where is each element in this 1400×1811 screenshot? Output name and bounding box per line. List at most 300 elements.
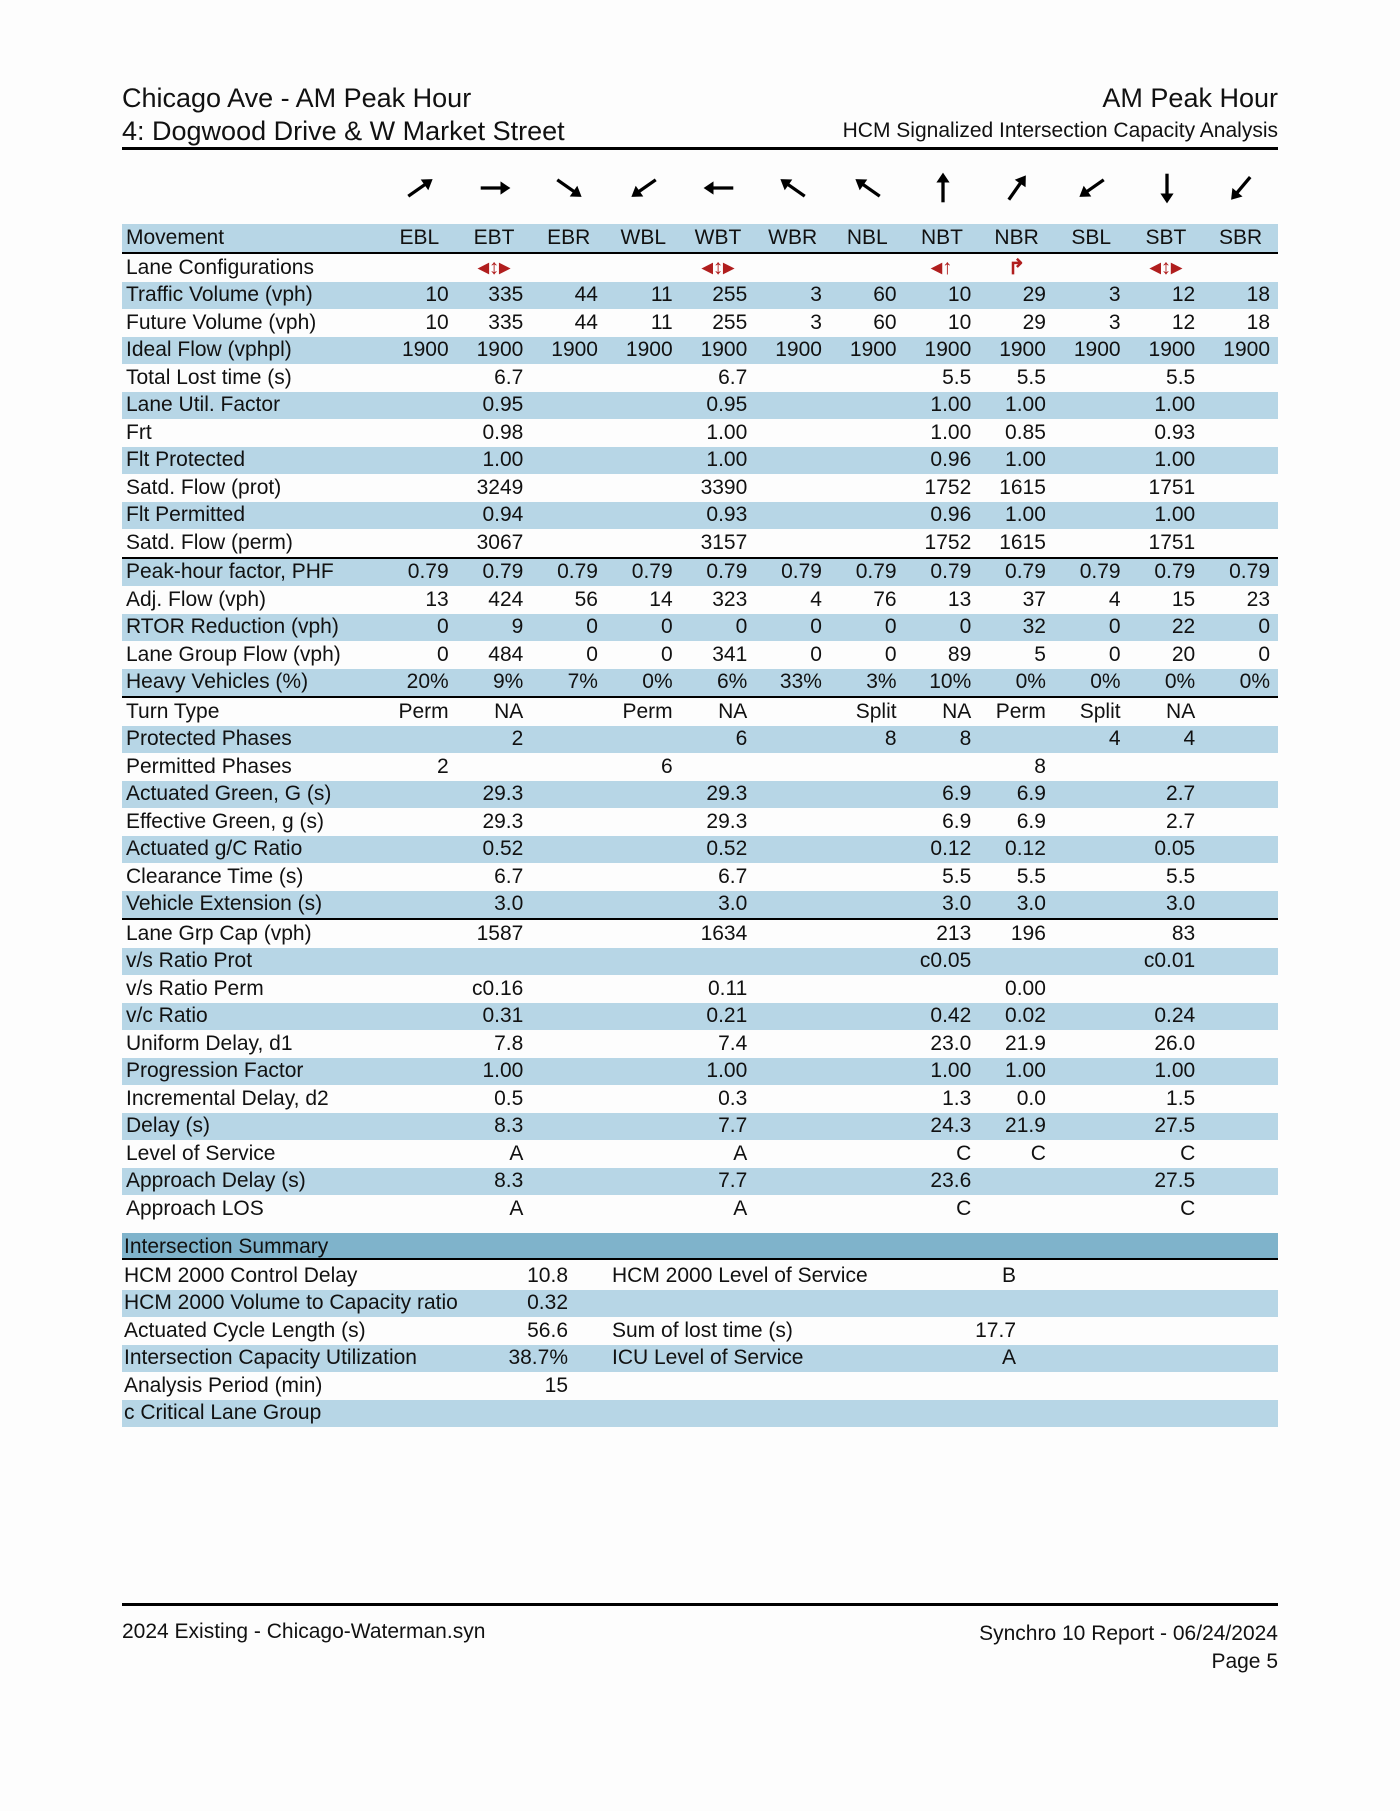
table-cell: 1.00	[1129, 502, 1204, 530]
page-number: Page 5	[1211, 1650, 1278, 1673]
table-cell: 5.5	[1016, 365, 1046, 389]
table-cell: 6.7	[718, 864, 748, 888]
row-label: Flt Protected	[122, 447, 382, 475]
table-cell: 0.42	[905, 1003, 980, 1031]
table-cell	[606, 919, 681, 948]
row-label: v/s Ratio Perm	[126, 976, 264, 1000]
table-cell: 20	[1171, 642, 1196, 666]
table-cell	[755, 781, 830, 809]
table-cell	[755, 364, 830, 392]
table-cell	[1054, 364, 1129, 392]
table-row	[122, 808, 1278, 836]
row-label: Heavy Vehicles (%)	[122, 669, 382, 698]
table-cell	[1054, 836, 1129, 864]
table-cell	[1054, 419, 1129, 447]
table-cell: 60	[873, 310, 897, 334]
table-cell: 3249	[476, 475, 524, 499]
table-cell	[979, 1168, 1054, 1196]
table-cell: A	[509, 1196, 524, 1220]
intersection-summary-table	[122, 1262, 1278, 1427]
table-cell: A	[509, 1141, 524, 1165]
table-cell: 3	[810, 310, 822, 334]
wbr-arrow-icon	[755, 160, 831, 216]
table-cell: 0%	[1203, 669, 1278, 698]
table-cell	[1054, 863, 1129, 891]
analysis-type-label: HCM Signalized Intersection Capacity Analysis	[842, 119, 1278, 142]
table-cell: 3.0	[457, 891, 532, 920]
table-cell: 20%	[382, 669, 457, 698]
summary-label	[610, 1400, 910, 1428]
table-cell	[382, 891, 457, 920]
table-row	[122, 836, 1278, 864]
lane-config-icon	[1203, 253, 1278, 282]
row-label: Clearance Time (s)	[126, 864, 304, 888]
table-cell: 0.79	[531, 558, 606, 587]
table-cell: 12	[1129, 282, 1204, 310]
table-cell: 0.79	[1054, 558, 1129, 587]
table-cell: 1615	[999, 530, 1046, 554]
table-cell	[606, 1140, 681, 1168]
table-cell: 0.00	[1005, 976, 1046, 1000]
table-cell	[1203, 919, 1278, 948]
table-cell: 1900	[382, 337, 457, 365]
summary-spacer	[1030, 1345, 1278, 1373]
table-cell: 5.5	[1166, 864, 1196, 888]
table-cell: 0.79	[606, 558, 681, 587]
table-cell	[1203, 753, 1278, 781]
table-cell: 0.02	[979, 1003, 1054, 1031]
table-cell: 18	[1203, 282, 1278, 310]
table-row	[122, 1168, 1278, 1196]
table-cell	[830, 781, 905, 809]
table-cell	[382, 419, 457, 447]
table-cell: 4	[1129, 726, 1204, 754]
table-cell	[1054, 891, 1129, 920]
table-cell	[830, 891, 905, 920]
column-header: EBR	[531, 224, 606, 253]
table-cell	[531, 1168, 606, 1196]
column-header: EBL	[382, 224, 457, 253]
summary-label: HCM 2000 Control Delay	[124, 1263, 358, 1287]
table-cell	[606, 364, 681, 392]
table-cell: 1.00	[1129, 447, 1204, 475]
row-label: RTOR Reduction (vph)	[122, 614, 382, 642]
table-cell: NA	[1129, 697, 1204, 726]
table-cell: NA	[457, 697, 532, 726]
table-cell: 10	[947, 310, 972, 334]
table-cell: 6.9	[1016, 809, 1046, 833]
table-cell	[382, 529, 457, 558]
summary-spacer	[1030, 1262, 1278, 1290]
table-cell: 1.00	[681, 447, 756, 475]
summary-value	[910, 1400, 1030, 1428]
column-header: WBT	[681, 224, 756, 253]
table-cell	[755, 529, 830, 558]
row-label: Actuated Green, G (s)	[122, 781, 382, 809]
table-cell	[531, 364, 606, 392]
table-row	[122, 669, 1278, 698]
table-cell: 5.5	[1166, 365, 1196, 389]
row-label: Approach Delay (s)	[122, 1168, 382, 1196]
table-cell	[531, 392, 606, 420]
row-label: Peak-hour factor, PHF	[122, 558, 382, 587]
summary-spacer	[582, 1400, 610, 1428]
table-row-lane-configurations	[122, 253, 1278, 282]
table-cell: 0	[1258, 642, 1270, 666]
table-cell	[830, 863, 905, 891]
row-label: Progression Factor	[122, 1058, 382, 1086]
row-label: Satd. Flow (perm)	[126, 530, 293, 554]
table-cell: 0.3	[718, 1086, 748, 1110]
table-cell: 26.0	[1154, 1031, 1196, 1055]
table-cell: 18	[1246, 310, 1270, 334]
row-label: v/c Ratio	[122, 1003, 382, 1031]
report-title: Chicago Ave - AM Peak Hour	[122, 83, 472, 113]
table-cell: 0.79	[457, 558, 532, 587]
table-cell	[830, 975, 905, 1003]
table-cell: 1.00	[979, 392, 1054, 420]
lane-config-icon	[1054, 253, 1129, 282]
table-cell: 0%	[1054, 669, 1129, 698]
table-cell	[1203, 808, 1278, 836]
table-cell: 3	[1054, 282, 1129, 310]
table-cell	[1203, 781, 1278, 809]
table-cell: 1.00	[706, 420, 748, 444]
lane-config-icon	[606, 253, 681, 282]
table-cell: 9	[457, 614, 532, 642]
table-cell: 10	[425, 310, 449, 334]
table-cell: 1.00	[930, 420, 972, 444]
ebl-arrow-icon	[382, 160, 458, 216]
table-cell: 60	[830, 282, 905, 310]
column-header-movement: Movement	[122, 224, 382, 253]
summary-value: 17.7	[975, 1318, 1016, 1342]
table-row	[122, 1003, 1278, 1031]
row-label: Adj. Flow (vph)	[126, 587, 267, 611]
table-cell	[830, 447, 905, 475]
table-cell: 1.00	[905, 392, 980, 420]
table-cell: 1900	[979, 337, 1054, 365]
table-cell	[830, 392, 905, 420]
summary-label: Analysis Period (min)	[124, 1373, 323, 1397]
table-cell	[755, 1058, 830, 1086]
report-header-right	[843, 82, 1278, 147]
table-cell	[606, 1058, 681, 1086]
table-cell	[1054, 502, 1129, 530]
table-cell: 7%	[531, 669, 606, 698]
table-cell	[531, 419, 606, 447]
nbr-arrow-icon	[979, 160, 1055, 216]
table-cell	[606, 836, 681, 864]
summary-spacer	[582, 1372, 610, 1400]
table-cell: 0.79	[681, 558, 756, 587]
table-cell	[531, 919, 606, 948]
table-cell: 27.5	[1129, 1168, 1204, 1196]
table-cell	[830, 1195, 905, 1223]
table-cell	[979, 948, 1054, 976]
table-cell	[1129, 753, 1204, 781]
table-cell: 0	[606, 614, 681, 642]
column-header: SBL	[1054, 224, 1129, 253]
table-cell: 1900	[606, 337, 681, 365]
table-cell: 76	[873, 587, 897, 611]
table-row	[122, 1113, 1278, 1141]
summary-label	[610, 1372, 910, 1400]
table-cell: 1.5	[1166, 1086, 1196, 1110]
row-label: Protected Phases	[122, 726, 382, 754]
table-cell	[1129, 975, 1204, 1003]
summary-row	[122, 1400, 1278, 1428]
table-cell	[1054, 808, 1129, 836]
row-label: Total Lost time (s)	[126, 365, 292, 389]
table-cell	[531, 1113, 606, 1141]
lane-config-icon	[830, 253, 905, 282]
table-cell: 6	[660, 754, 673, 778]
table-cell: 6.7	[494, 365, 524, 389]
table-cell: 2	[457, 726, 532, 754]
table-cell: 1900	[1203, 337, 1278, 365]
summary-label: Sum of lost time (s)	[612, 1318, 793, 1342]
table-cell	[531, 1195, 606, 1223]
table-cell: 23.0	[930, 1031, 972, 1055]
table-cell	[1203, 392, 1278, 420]
table-cell: 0.79	[1129, 558, 1204, 587]
table-cell	[382, 726, 457, 754]
lane-config-icon	[382, 253, 457, 282]
table-cell: 1.00	[681, 1058, 756, 1086]
table-cell: 56	[574, 587, 598, 611]
table-cell: 0	[1203, 614, 1278, 642]
table-cell: 0.05	[1129, 836, 1204, 864]
ebr-arrow-icon	[531, 160, 607, 216]
table-cell	[382, 447, 457, 475]
table-cell: 83	[1129, 919, 1204, 948]
table-cell	[531, 474, 606, 502]
table-cell	[1203, 975, 1278, 1003]
table-cell: 0%	[979, 669, 1054, 698]
capacity-table	[122, 224, 1278, 1223]
table-cell	[1054, 1140, 1129, 1168]
table-cell: 1751	[1148, 530, 1196, 554]
table-row	[122, 419, 1278, 447]
report-header-left	[122, 82, 582, 148]
table-cell: 4	[1054, 726, 1129, 754]
table-cell	[1203, 447, 1278, 475]
table-cell: Split	[830, 697, 905, 726]
table-cell	[382, 919, 457, 948]
table-cell: 8	[1034, 754, 1046, 778]
table-cell	[830, 529, 905, 558]
table-cell	[905, 753, 980, 781]
table-cell	[1054, 1058, 1129, 1086]
table-cell: 10%	[905, 669, 980, 698]
table-cell: 1634	[681, 919, 756, 948]
summary-label: c Critical Lane Group	[122, 1400, 482, 1428]
table-cell	[382, 863, 457, 891]
summary-row	[122, 1290, 1278, 1318]
table-cell	[755, 1195, 830, 1223]
table-cell	[531, 975, 606, 1003]
table-cell: C	[956, 1141, 972, 1165]
table-cell: 27.5	[1129, 1113, 1204, 1141]
table-cell	[755, 502, 830, 530]
table-cell	[382, 1195, 457, 1223]
row-label: Lane Group Flow (vph)	[126, 642, 341, 666]
table-row	[122, 1195, 1278, 1223]
table-cell	[681, 753, 756, 781]
table-cell	[382, 1085, 457, 1113]
table-cell: c0.01	[1129, 948, 1204, 976]
table-cell	[382, 1003, 457, 1031]
table-cell: 29.3	[681, 781, 756, 809]
table-cell: 6.9	[942, 809, 972, 833]
table-cell: 29.3	[706, 809, 748, 833]
table-cell	[382, 781, 457, 809]
table-cell: C	[1030, 1141, 1046, 1165]
table-cell: 3%	[830, 669, 905, 698]
column-header: NBR	[979, 224, 1054, 253]
table-cell: 37	[1022, 587, 1046, 611]
row-label: Lane Grp Cap (vph)	[122, 919, 382, 948]
table-cell	[755, 1030, 830, 1058]
table-cell	[531, 891, 606, 920]
summary-row	[122, 1262, 1278, 1290]
table-cell: 1900	[1129, 337, 1204, 365]
table-row	[122, 447, 1278, 475]
table-cell	[830, 419, 905, 447]
table-cell: 0.95	[681, 392, 756, 420]
table-cell: 0.79	[905, 558, 980, 587]
table-cell	[606, 1030, 681, 1058]
table-cell: 3.0	[979, 891, 1054, 920]
table-cell	[1054, 1168, 1129, 1196]
table-cell	[382, 1030, 457, 1058]
row-label: Permitted Phases	[126, 754, 292, 778]
row-label: Flt Permitted	[122, 502, 382, 530]
table-cell: 11	[650, 310, 673, 334]
table-cell: 44	[531, 282, 606, 310]
table-cell	[830, 1113, 905, 1141]
table-cell: 335	[457, 282, 532, 310]
table-cell: 7.4	[718, 1031, 748, 1055]
table-cell	[1203, 1030, 1278, 1058]
table-row	[122, 474, 1278, 502]
table-cell: 0	[660, 642, 673, 666]
table-row	[122, 948, 1278, 976]
table-cell: 29.3	[457, 781, 532, 809]
table-cell: 1900	[905, 337, 980, 365]
table-cell	[755, 1085, 830, 1113]
table-cell: 0.12	[979, 836, 1054, 864]
table-cell: 2.7	[1129, 781, 1204, 809]
table-cell	[531, 502, 606, 530]
row-label: Lane Configurations	[126, 255, 314, 279]
summary-value: 38.7%	[482, 1345, 582, 1373]
table-cell: 0.98	[482, 420, 524, 444]
table-cell	[531, 781, 606, 809]
table-cell	[606, 1195, 681, 1223]
table-cell: 0	[586, 642, 598, 666]
table-cell: 22	[1129, 614, 1204, 642]
column-header: WBR	[755, 224, 830, 253]
table-cell: 7.7	[681, 1168, 756, 1196]
table-row	[122, 697, 1278, 726]
table-cell	[382, 1140, 457, 1168]
table-cell	[830, 1030, 905, 1058]
column-header: NBT	[905, 224, 980, 253]
table-cell	[531, 1085, 606, 1113]
summary-value: 56.6	[527, 1318, 568, 1342]
table-cell: 5.5	[942, 365, 972, 389]
table-cell: 13	[947, 587, 972, 611]
table-cell: 15	[1171, 587, 1196, 611]
summary-spacer	[582, 1345, 610, 1373]
table-cell: 255	[681, 282, 756, 310]
table-cell: 5	[1034, 642, 1046, 666]
table-cell: 0	[1108, 642, 1121, 666]
nbl-arrow-icon	[830, 160, 906, 216]
table-cell	[830, 948, 905, 976]
table-cell: 3157	[700, 530, 748, 554]
table-cell	[382, 1113, 457, 1141]
table-cell: 5.5	[1016, 864, 1046, 888]
table-cell: 213	[905, 919, 980, 948]
table-cell: Perm	[382, 697, 457, 726]
table-cell: 1900	[531, 337, 606, 365]
table-cell	[755, 1113, 830, 1141]
table-cell: 3.0	[905, 891, 980, 920]
table-row	[122, 753, 1278, 781]
table-cell	[830, 1085, 905, 1113]
table-cell: 89	[947, 642, 972, 666]
table-cell: 6.9	[979, 781, 1054, 809]
row-label: Frt	[126, 420, 152, 444]
table-cell: 4	[1108, 587, 1121, 611]
table-cell: 1900	[830, 337, 905, 365]
table-cell: 0	[755, 614, 830, 642]
table-cell: 21.9	[1005, 1031, 1046, 1055]
table-cell	[457, 753, 532, 781]
table-row	[122, 614, 1278, 642]
table-cell	[382, 392, 457, 420]
table-cell: 8	[830, 726, 905, 754]
summary-value: 10.8	[527, 1263, 568, 1287]
table-cell: 1.00	[979, 1058, 1054, 1086]
table-cell	[606, 726, 681, 754]
table-cell	[1203, 948, 1278, 976]
table-cell	[531, 753, 606, 781]
column-header: WBL	[606, 224, 681, 253]
report-date: Synchro 10 Report - 06/24/2024	[979, 1622, 1278, 1645]
table-cell: 3390	[700, 475, 748, 499]
table-cell	[382, 474, 457, 502]
table-cell: C	[1180, 1141, 1196, 1165]
table-cell: 2	[436, 754, 449, 778]
summary-spacer	[1030, 1317, 1278, 1345]
table-cell: 0.96	[905, 502, 980, 530]
table-cell: 1752	[924, 530, 972, 554]
table-cell: 1.00	[1129, 1058, 1204, 1086]
table-cell	[1054, 447, 1129, 475]
summary-label: HCM 2000 Volume to Capacity ratio	[122, 1290, 482, 1318]
table-cell	[830, 836, 905, 864]
table-cell: 8.3	[457, 1168, 532, 1196]
table-cell	[830, 1003, 905, 1031]
wbl-arrow-icon	[606, 160, 682, 216]
table-cell: 33%	[755, 669, 830, 698]
table-cell	[606, 781, 681, 809]
table-cell: 196	[979, 919, 1054, 948]
